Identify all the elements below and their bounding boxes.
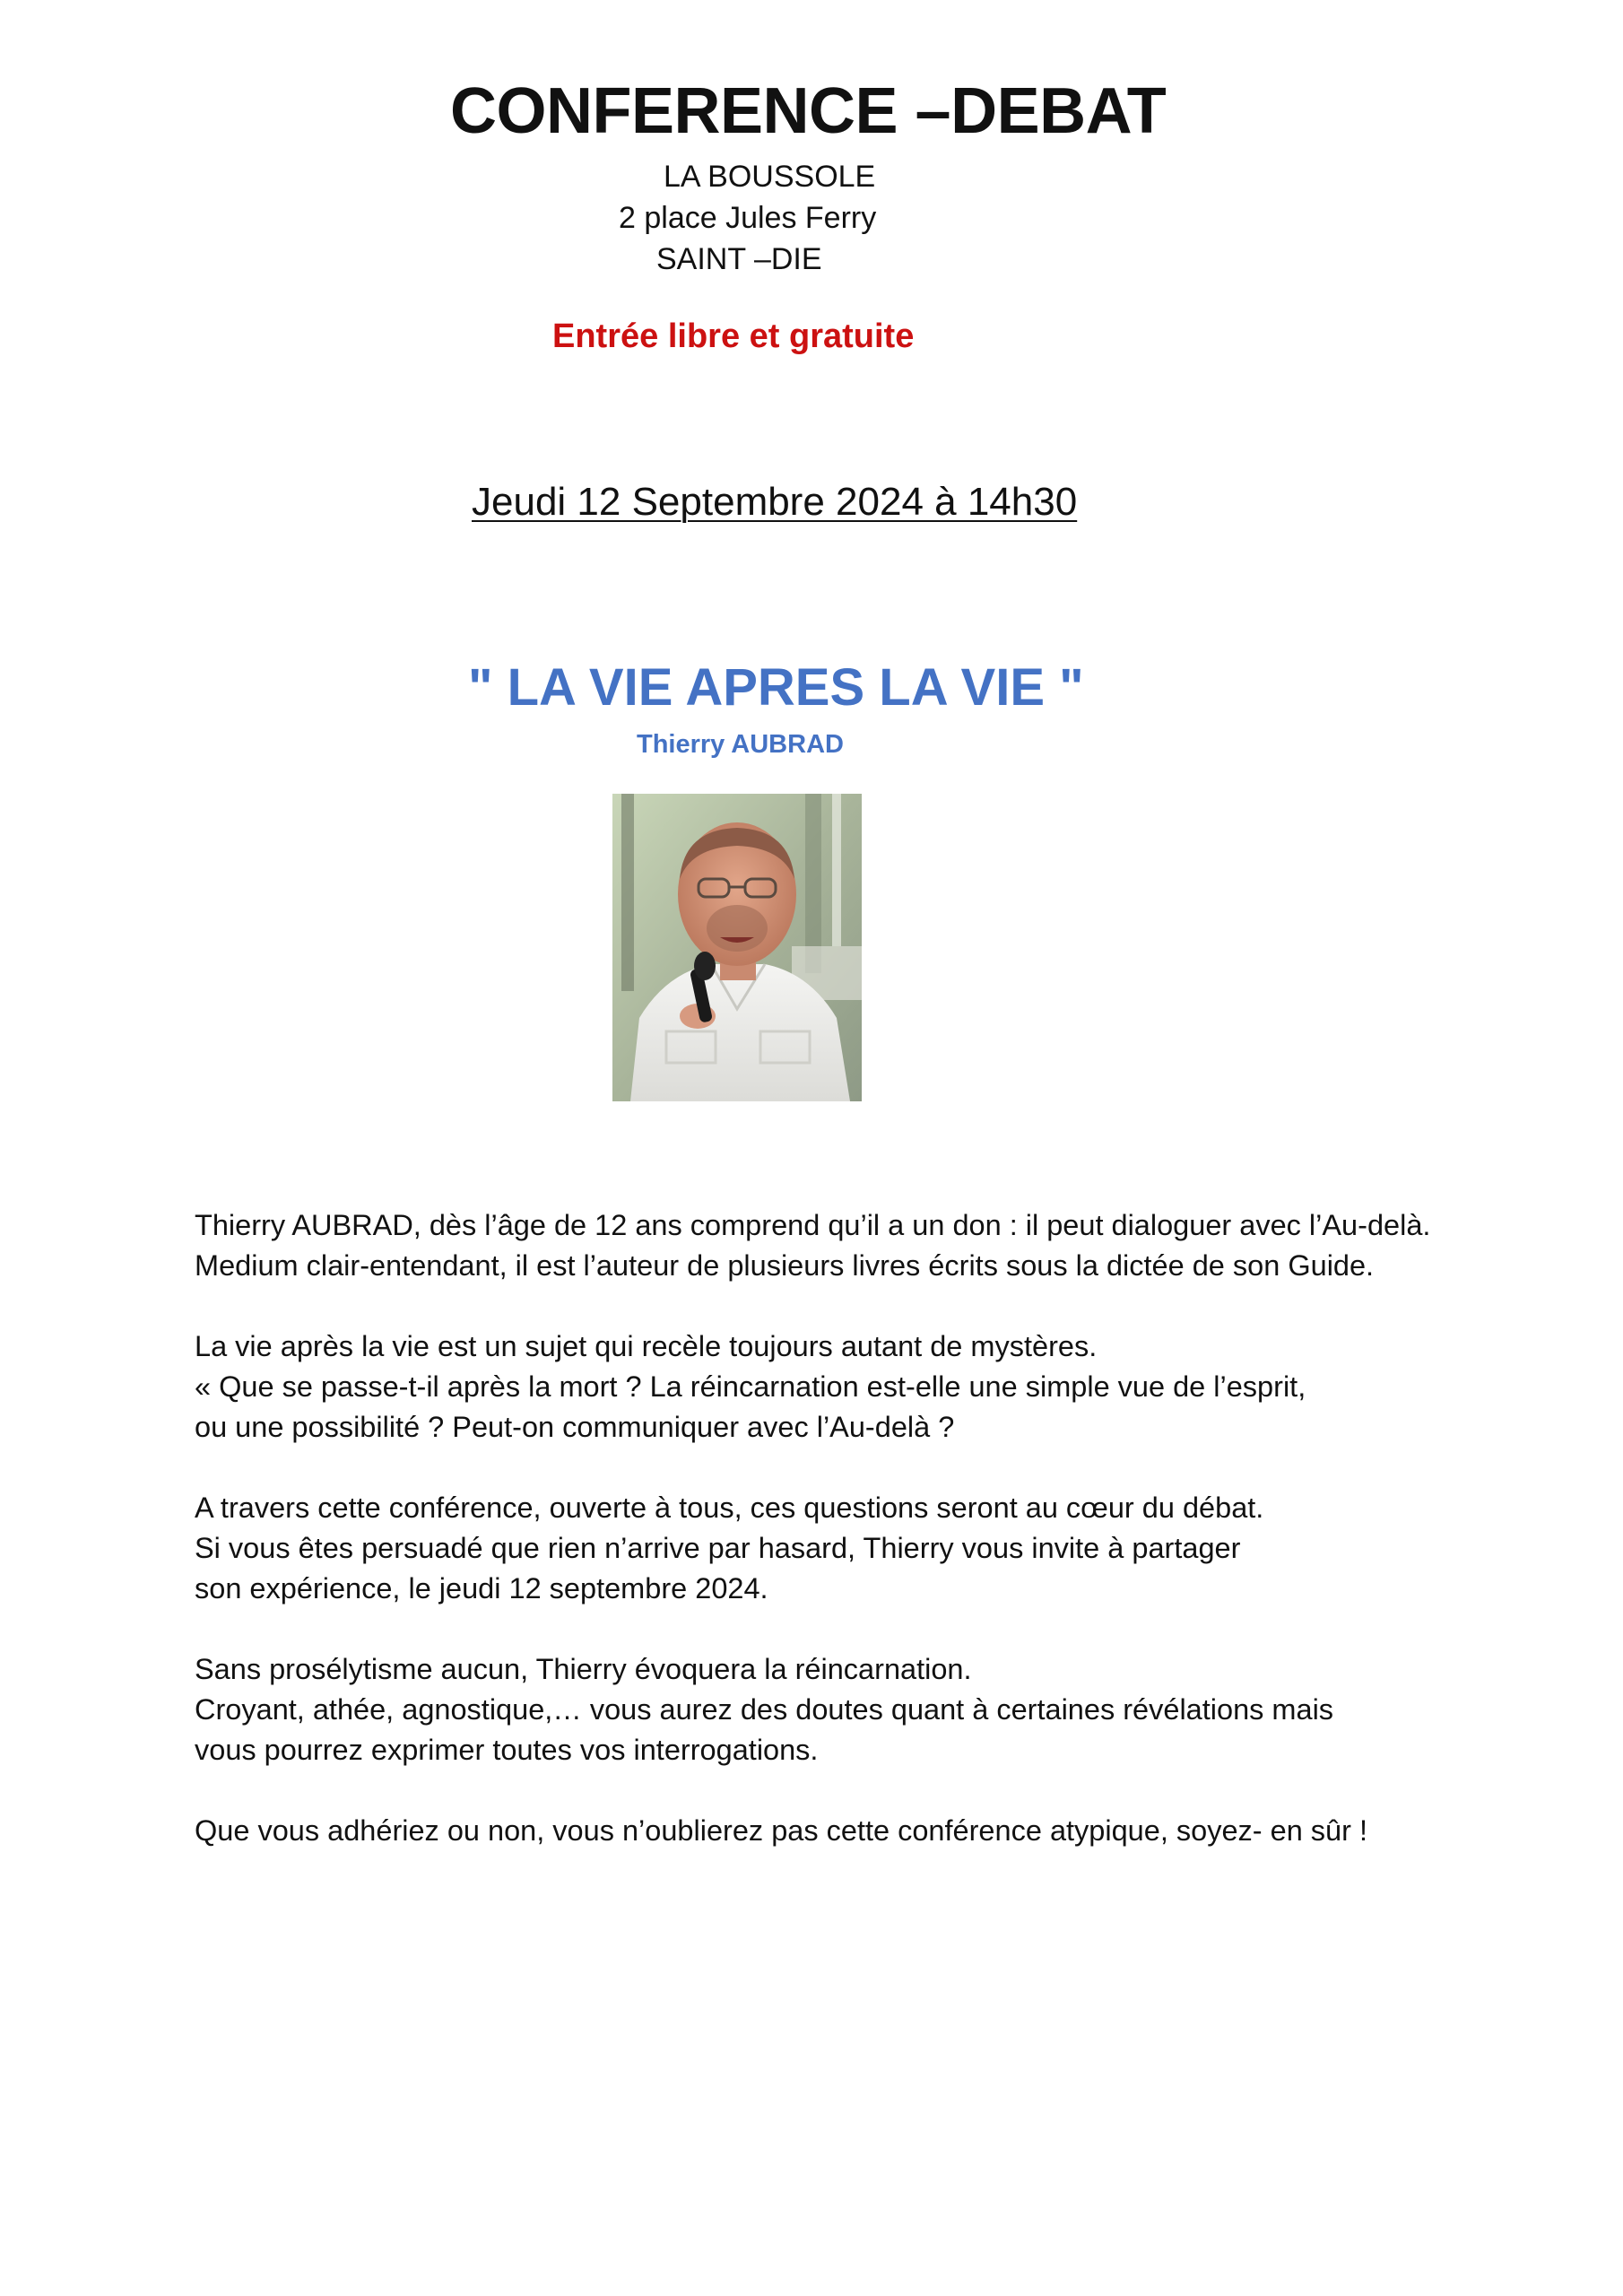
paragraph-reincarnation — [195, 1649, 1495, 1770]
text-line: Croyant, athée, agnostique,… vous aurez des doutes quant à certaines révélations mais — [195, 1693, 1334, 1726]
talk-title: " LA VIE APRES LA VIE " — [468, 658, 1084, 717]
text-line: vous pourrez exprimer toutes vos interrogations. — [195, 1734, 819, 1766]
speaker-name: Thierry AUBRAD — [637, 730, 844, 759]
text-line: Sans prosélytisme aucun, Thierry évoquera la réincarnation. — [195, 1653, 972, 1685]
paragraph-intro — [195, 1205, 1495, 1286]
speaker-photo — [612, 794, 862, 1101]
text-line: Que vous adhériez ou non, vous n’oublierez pas cette conférence atypique, soyez- en sûr ! — [195, 1814, 1368, 1847]
entry-notice: Entrée libre et gratuite — [552, 317, 915, 355]
conference-title: CONFERENCE –DEBAT — [450, 75, 1167, 147]
text-line: « Que se passe-t-il après la mort ? La réincarnation est-elle une simple vue de l’esprit, — [195, 1370, 1306, 1403]
text-line: ou une possibilité ? Peut-on communiquer avec l’Au-delà ? — [195, 1411, 955, 1443]
text-line: son expérience, le jeudi 12 septembre 2024. — [195, 1572, 768, 1605]
text-line: A travers cette conférence, ouverte à tous, ces questions seront au cœur du débat. — [195, 1492, 1264, 1524]
paragraph-invitation — [195, 1488, 1495, 1609]
description-text — [195, 1205, 1495, 1892]
text-line: Thierry AUBRAD, dès l’âge de 12 ans comprend qu’il a un don : il peut dialoguer avec l’Au-delà. — [195, 1209, 1431, 1241]
event-date: Jeudi 12 Septembre 2024 à 14h30 — [472, 480, 1078, 524]
text-line: Si vous êtes persuadé que rien n’arrive par hasard, Thierry vous invite à partager — [195, 1532, 1241, 1564]
text-line: La vie après la vie est un sujet qui recèle toujours autant de mystères. — [195, 1330, 1098, 1362]
venue-street: 2 place Jules Ferry — [619, 201, 877, 235]
text-line: Medium clair-entendant, il est l’auteur de plusieurs livres écrits sous la dictée de son Guide. — [195, 1249, 1375, 1282]
paragraph-closing — [195, 1811, 1495, 1851]
venue-city: SAINT –DIE — [656, 242, 822, 276]
venue-name: LA BOUSSOLE — [664, 160, 876, 194]
paragraph-questions — [195, 1326, 1495, 1448]
